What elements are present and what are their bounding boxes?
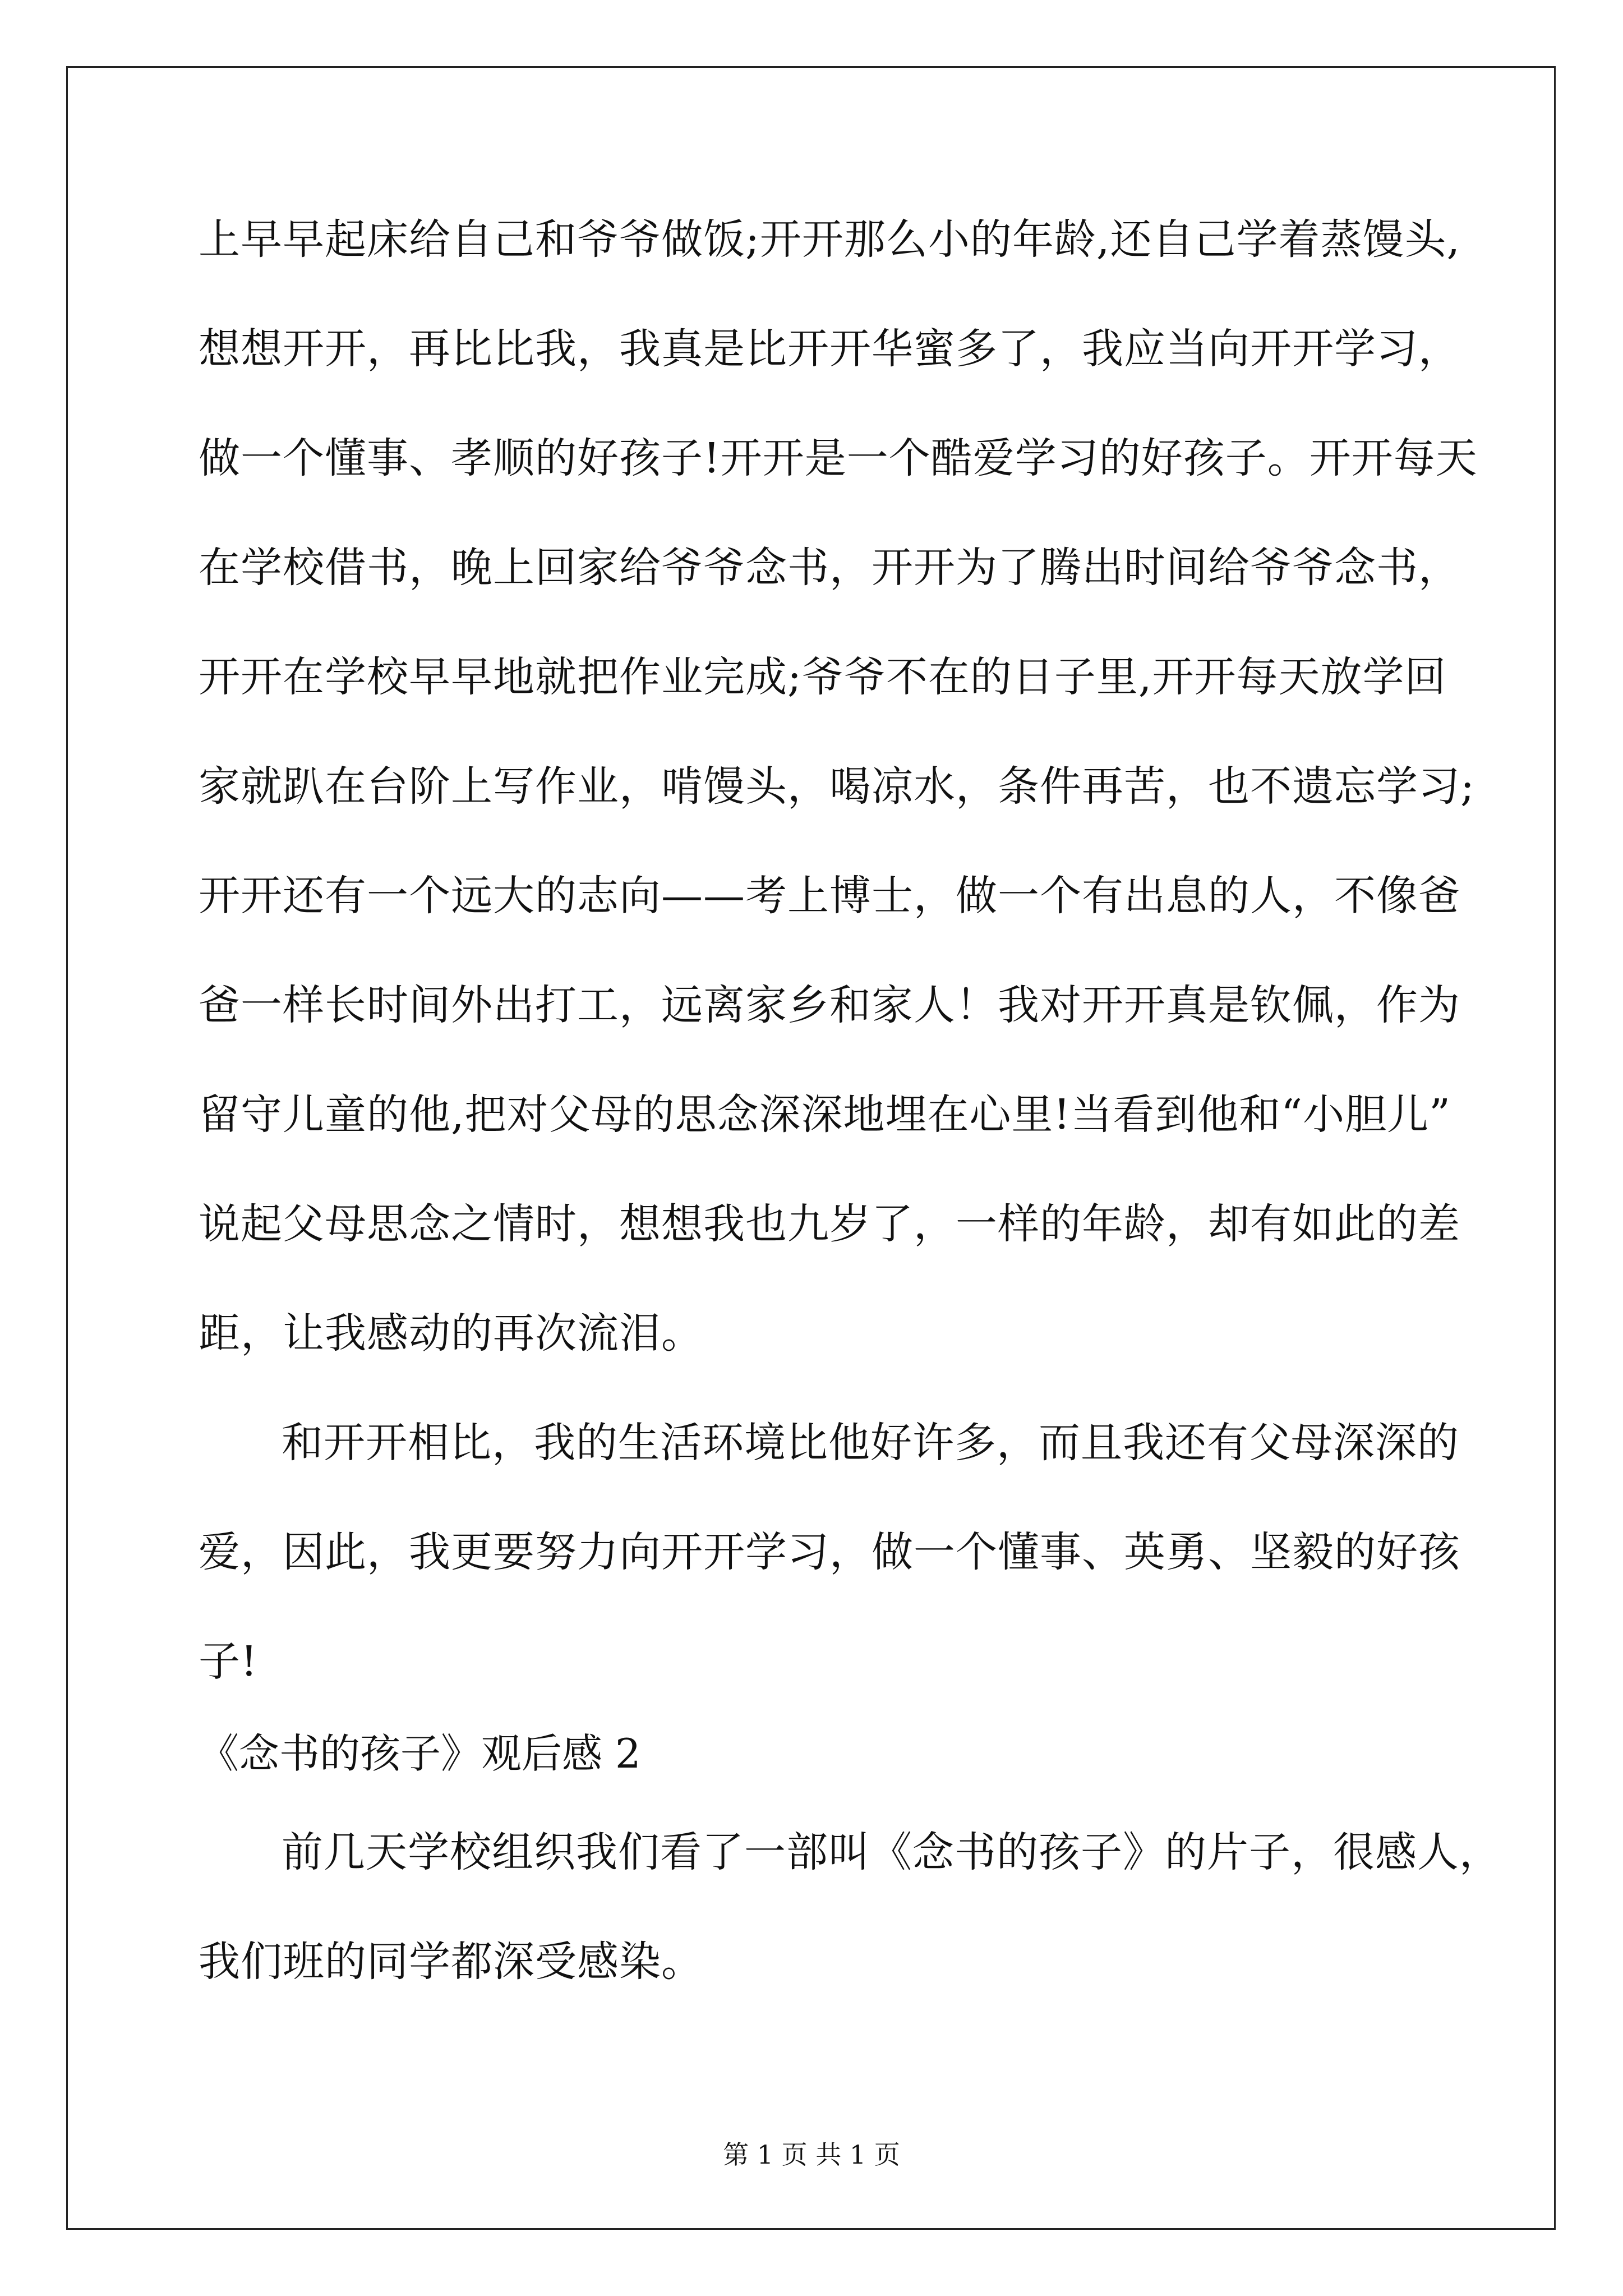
paragraph-start-line: 和开开相比，我的生活环境比他好许多，而且我还有父母深深的 (282, 1419, 1459, 1467)
section-heading: 《念书的孩子》观后感 2 (199, 1730, 641, 1777)
text-line: 我们班的同学都深受感染。 (199, 1938, 703, 1986)
text-line: 留守儿童的他,把对父母的思念深深地埋在心里!当看到他和“小胆儿” (199, 1091, 1451, 1139)
text-line: 爸一样长时间外出打工，远离家乡和家人！我对开开真是钦佩，作为 (199, 981, 1460, 1029)
text-line: 开开在学校早早地就把作业完成;爷爷不在的日子里,开开每天放学回 (199, 653, 1447, 701)
text-line: 爱，因此，我更要努力向开开学习，做一个懂事、英勇、坚毅的好孩 (199, 1528, 1460, 1576)
text-line: 子! (199, 1637, 258, 1686)
text-line: 想想开开，再比比我，我真是比开开华蜜多了，我应当向开开学习， (199, 325, 1460, 373)
text-line: 上早早起床给自己和爷爷做饭;开开那么小的年龄,还自己学着蒸馒头, (199, 215, 1460, 264)
text-line: 家就趴在台阶上写作业，啃馒头，喝凉水，条件再苦，也不遗忘学习; (199, 762, 1475, 811)
text-line: 在学校借书，晚上回家给爷爷念书，开开为了腾出时间给爷爷念书， (199, 544, 1460, 592)
text-line: 说起父母思念之情时，想想我也九岁了，一样的年龄，却有如此的差 (199, 1200, 1460, 1248)
text-line: 距，让我感动的再次流泪。 (199, 1309, 703, 1358)
text-line: 做一个懂事、孝顺的好孩子!开开是一个酷爱学习的好孩子。开开每天 (199, 434, 1478, 482)
paragraph-start-line: 前几天学校组织我们看了一部叫《念书的孩子》的片子，很感人， (282, 1828, 1501, 1876)
text-line: 开开还有一个远大的志向——考上博士，做一个有出息的人，不像爸 (199, 872, 1460, 920)
document-body (199, 215, 1501, 2050)
page-number-footer: 第 1 页 共 1 页 (723, 2139, 900, 2170)
